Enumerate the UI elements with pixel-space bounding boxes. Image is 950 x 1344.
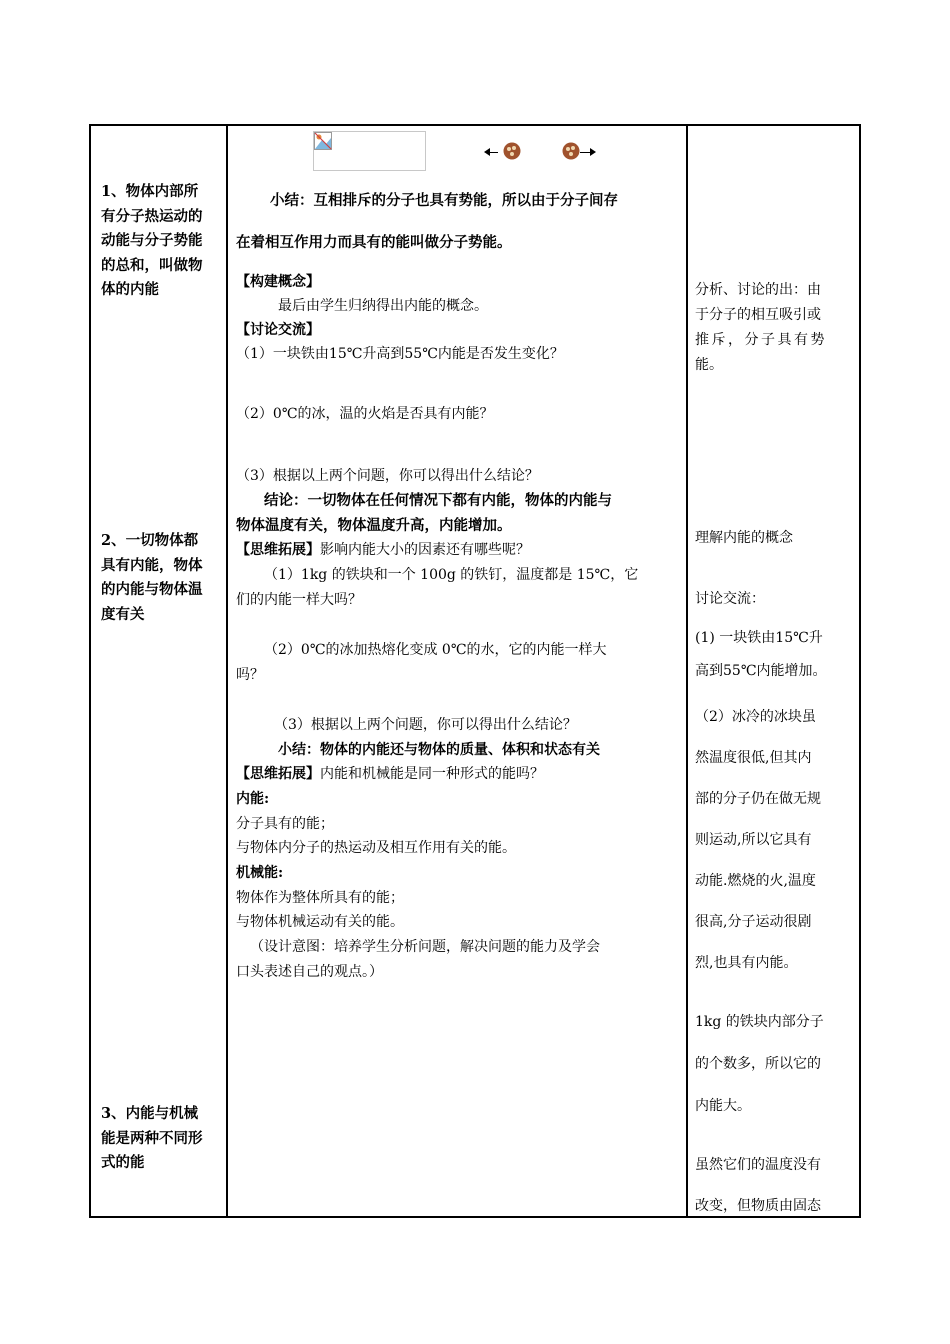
arrow-right-head-icon [590, 148, 596, 156]
question: （1）一块铁由15℃升高到55℃内能是否发生变化？ [236, 346, 564, 362]
answer-1 [695, 622, 855, 688]
extend-heading: 【思维拓展】 [236, 766, 320, 782]
note-line: 改变，但物质由固态 [695, 1198, 821, 1214]
internal-heading: 内能: [236, 791, 270, 807]
topic-line: 度有关 [101, 605, 145, 623]
broken-image-icon [314, 132, 332, 150]
teaching-process-column [228, 126, 686, 1216]
definition-line: 物体作为整体所具有的能； [236, 890, 404, 906]
note-line: 推斥，分子具有势 [695, 332, 827, 348]
answer-4 [695, 1145, 855, 1227]
topic-line: 式的能 [101, 1154, 145, 1171]
note-line: 能。 [695, 357, 723, 373]
molecule-icon [503, 142, 521, 160]
question: （2）0℃的冰，温的火焰是否具有内能？ [236, 406, 494, 422]
topic-3 [101, 1102, 223, 1176]
note-line: 动能.燃烧的火,温度 [695, 873, 816, 889]
topic-1 [101, 180, 223, 303]
definition-line: 与物体内分子的热运动及相互作用有关的能。 [236, 840, 516, 856]
topic-line: 的总和，叫做物 [101, 256, 203, 274]
molecule-icon [562, 142, 580, 160]
concept-text: 最后由学生归纳得出内能的概念。 [278, 298, 488, 314]
concept-heading: 【构建概念】 [236, 274, 320, 290]
student-activity-column [688, 126, 859, 1216]
note-line: 的个数多，所以它的 [695, 1056, 821, 1072]
answer-2 [695, 697, 855, 984]
topic-column [91, 126, 226, 1216]
topic-line: 有分子热运动的 [101, 207, 203, 225]
note-line: （2）冰冷的冰块虽 [695, 709, 816, 725]
design-intent: （设计意图：培养学生分析问题，解决问题的能力及学会 [250, 939, 600, 955]
topic-2 [101, 529, 223, 627]
note-line: 则运动,所以它具有 [695, 832, 812, 848]
arrow-left-head-icon [484, 148, 490, 156]
definition-line: 分子具有的能； [236, 816, 334, 832]
note-line: 很高,分子运动很剧 [695, 914, 812, 930]
question: 吗？ [236, 667, 264, 683]
lesson-table [89, 124, 861, 1218]
image-placeholder [313, 131, 426, 171]
note-line: 内能大。 [695, 1098, 751, 1114]
topic-line: 能是两种不同形 [101, 1129, 203, 1147]
design-intent: 口头表述自己的观点。） [236, 964, 383, 980]
topic-line: 体的内能 [101, 281, 159, 298]
topic-line: 3、内能与机械 [101, 1105, 199, 1122]
discuss-note: 讨论交流： [695, 591, 765, 607]
question: （2）0℃的冰加热熔化变成 0℃的水，它的内能一样大 [264, 642, 607, 658]
mech-heading: 机械能: [236, 865, 284, 881]
note-line: 分析、讨论的出：由 [695, 282, 821, 298]
topic-line: 具有内能，物体 [101, 556, 203, 574]
conclusion-line: 结论：一切物体在任何情况下都有内能，物体的内能与 [264, 492, 612, 509]
note-line: (1) 一块铁由15℃升 [695, 630, 823, 646]
topic-line: 的内能与物体温 [101, 581, 203, 598]
note-line: 高到55℃内能增加。 [695, 663, 827, 679]
conclusion-line: 物体温度有关，物体温度升高，内能增加。 [236, 517, 512, 534]
summary-line: 小结：物体的内能还与物体的质量、体积和状态有关 [278, 742, 600, 758]
extend-heading: 【思维拓展】 [236, 542, 320, 558]
note-line: 于分子的相互吸引或 [695, 307, 821, 323]
answer-3 [695, 1001, 855, 1127]
note-line: 虽然它们的温度没有 [695, 1157, 821, 1173]
extend-text: 内能和机械能是同一种形式的能吗？ [320, 766, 544, 782]
question: （3）根据以上两个问题，你可以得出什么结论？ [274, 717, 577, 733]
analysis-note [695, 278, 855, 378]
topic-line: 2、一切物体都 [101, 532, 199, 549]
extend-line [236, 762, 544, 786]
note-line: 烈,也具有内能。 [695, 955, 798, 971]
question: （1）1kg 的铁块和一个 100g 的铁钉，温度都是 15℃，它 [264, 567, 639, 583]
summary-line: 在着相互作用力而具有的能叫做分子势能。 [236, 234, 512, 251]
note-line: 1kg 的铁块内部分子 [695, 1014, 824, 1030]
extend-text: 影响内能大小的因素还有哪些呢？ [320, 542, 530, 558]
note-line: 部的分子仍在做无规 [695, 791, 821, 807]
summary-line: 小结：互相排斥的分子也具有势能，所以由于分子间存 [270, 192, 618, 209]
understand-note: 理解内能的概念 [695, 530, 793, 546]
extend-line [236, 538, 530, 562]
discuss-heading: 【讨论交流】 [236, 322, 320, 338]
topic-line: 1、物体内部所 [101, 183, 199, 200]
question: 们的内能一样大吗？ [236, 592, 362, 608]
topic-line: 动能与分子势能 [101, 232, 203, 249]
question: （3）根据以上两个问题，你可以得出什么结论？ [236, 468, 539, 484]
definition-line: 与物体机械运动有关的能。 [236, 914, 404, 930]
note-line: 然温度很低,但其内 [695, 750, 812, 766]
